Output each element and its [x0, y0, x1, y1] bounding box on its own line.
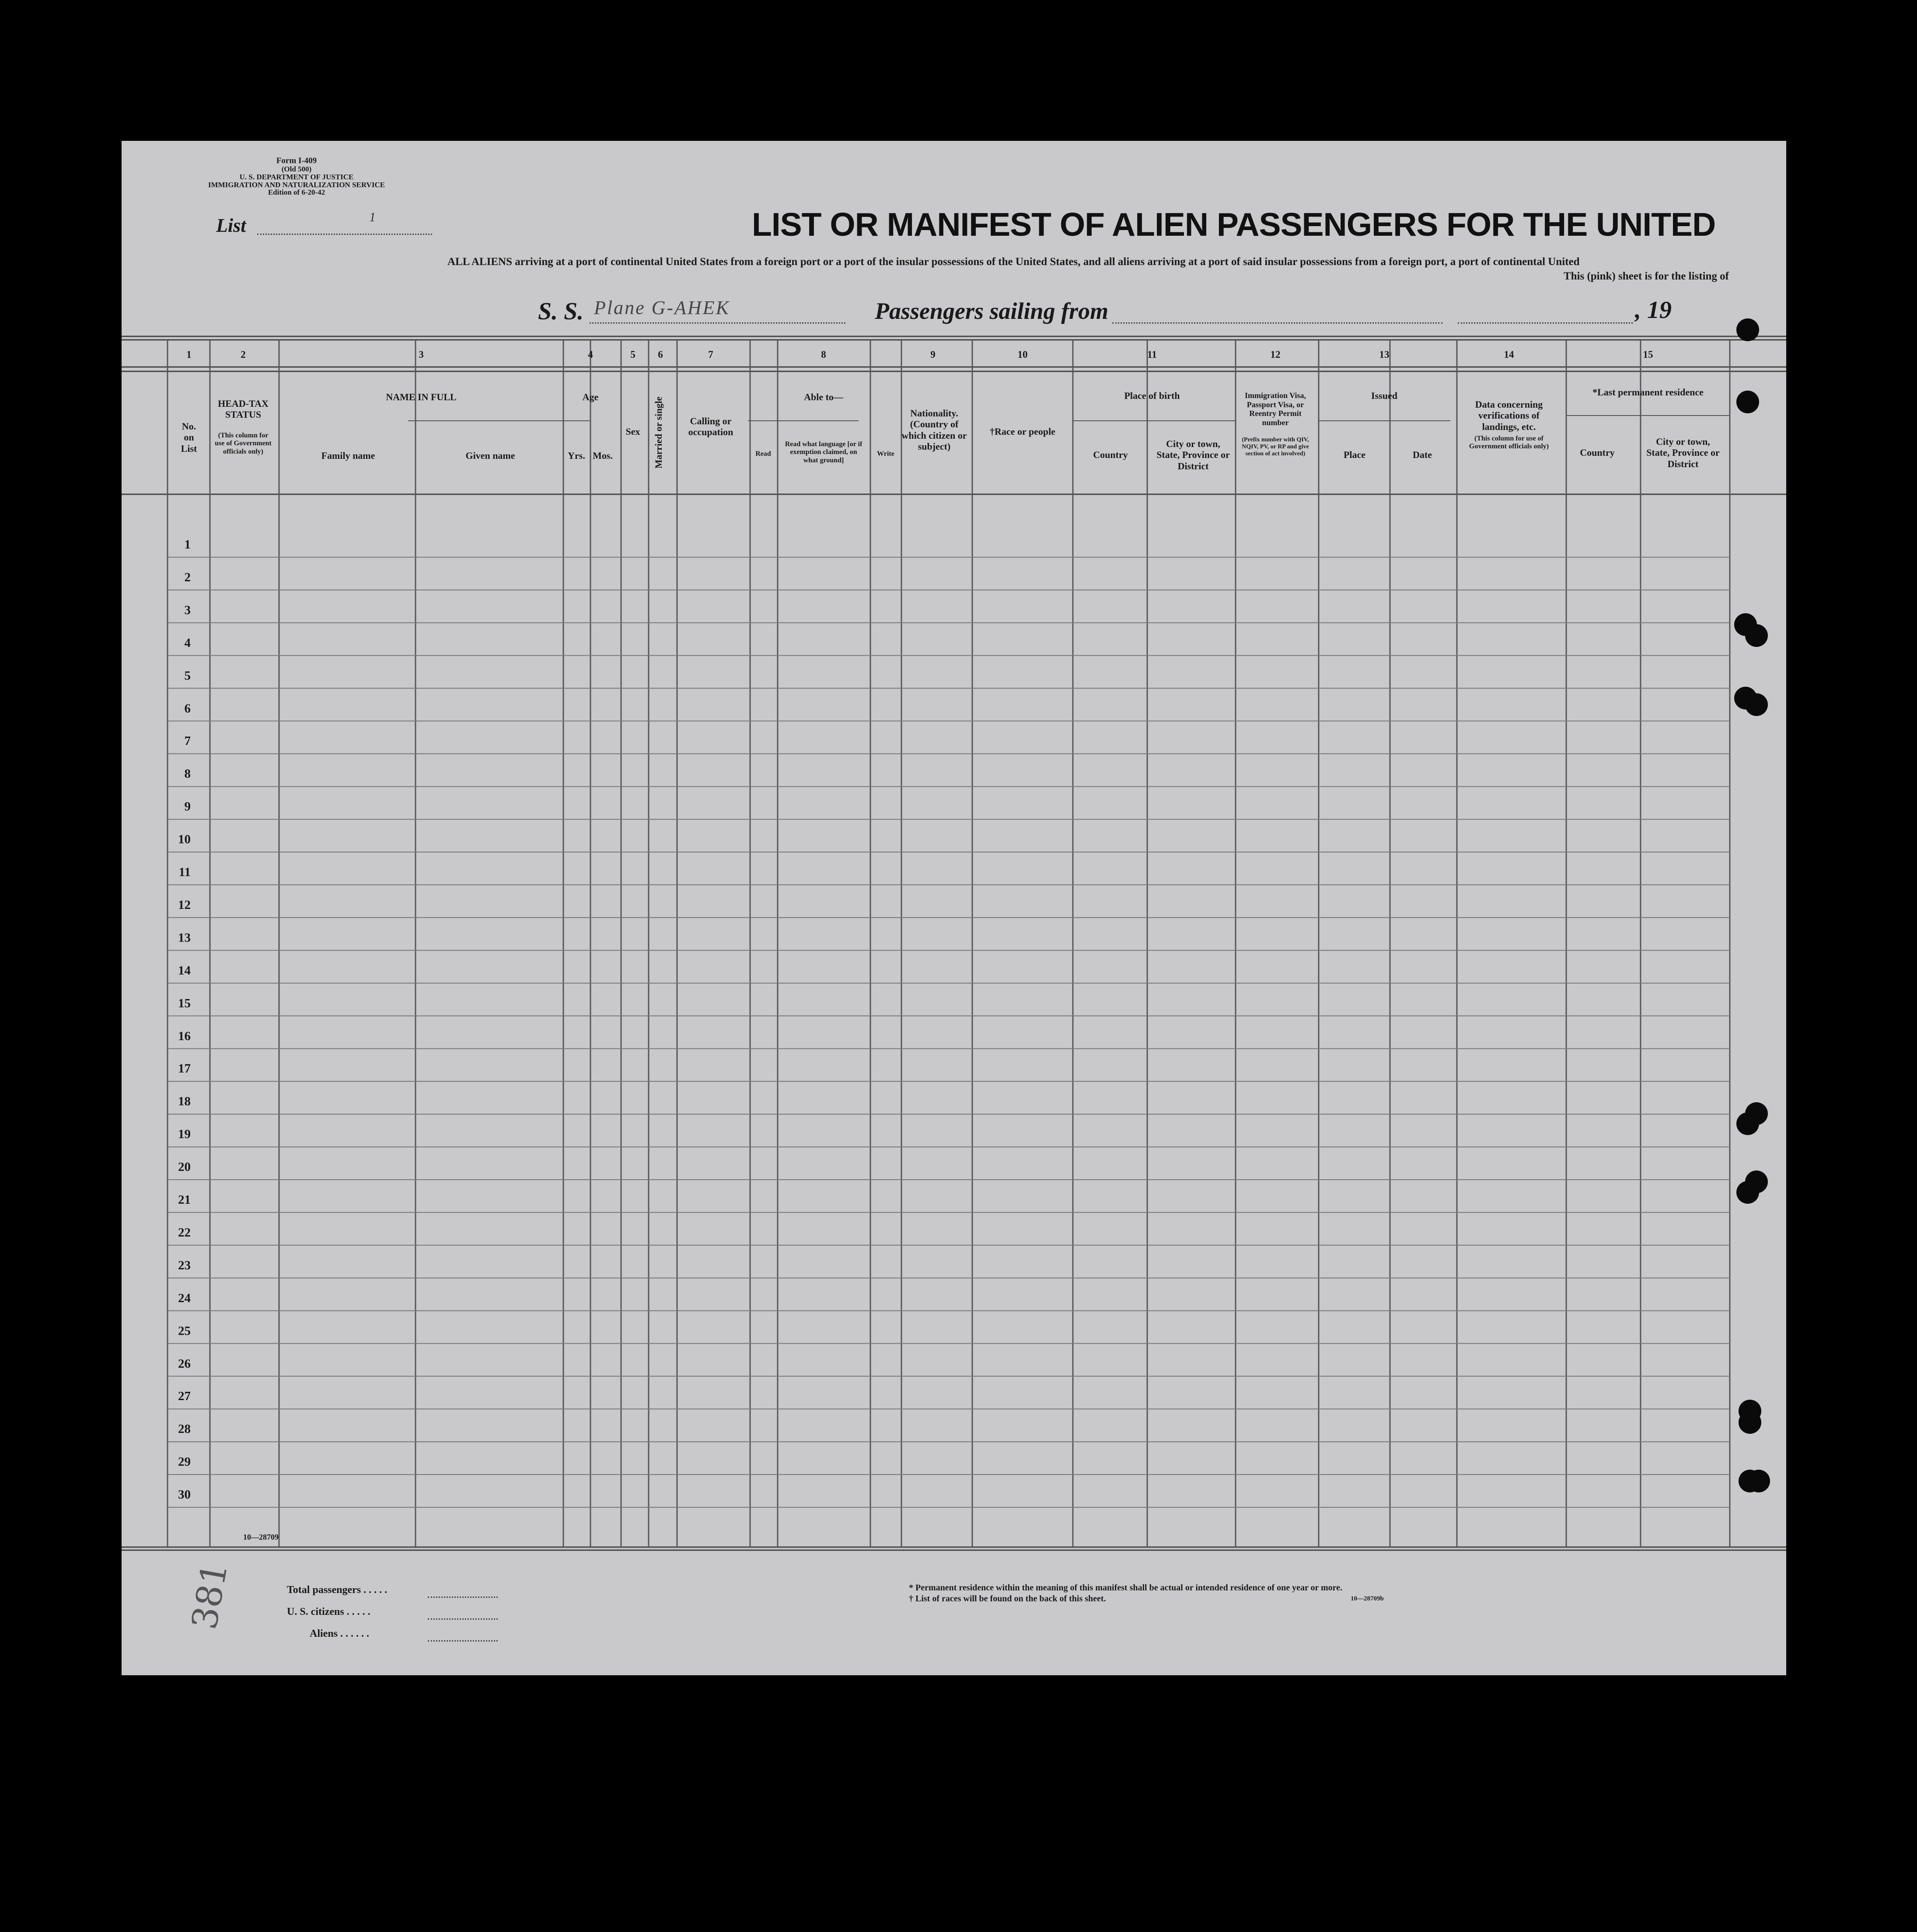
row-number: 3 [184, 603, 191, 617]
header-age-months: Mos. [593, 450, 613, 461]
header-issued-place: Place [1343, 449, 1366, 460]
row-number: 10 [178, 832, 191, 847]
form-number: Form I-409 [276, 156, 317, 165]
punch-hole [1745, 624, 1768, 647]
header-race-or-people: †Race or people [990, 426, 1055, 437]
row-number: 2 [184, 570, 191, 584]
header-residence-country: Country [1580, 447, 1615, 458]
total-passengers-line [428, 1597, 498, 1598]
aliens-line [428, 1640, 498, 1642]
row-number: 13 [178, 930, 191, 945]
column-number: 12 [1270, 349, 1281, 360]
column-number: 6 [658, 349, 663, 360]
row-number: 1 [184, 538, 191, 552]
column-number: 14 [1504, 349, 1514, 360]
header-head-tax: HEAD-TAX STATUS [218, 398, 269, 420]
punch-hole [1739, 1411, 1761, 1434]
punch-hole [1736, 1181, 1759, 1204]
row-number: 20 [178, 1160, 191, 1174]
row-number: 11 [178, 865, 191, 879]
header-calling-occupation: Calling or occupation [688, 416, 733, 438]
column-number: 7 [708, 349, 713, 360]
us-citizens-line [428, 1618, 498, 1620]
header-place-of-birth: Place of birth [1124, 390, 1180, 401]
header-visa: Immigration Visa, Passport Visa, or Reentry Permit number [1244, 391, 1306, 427]
page-title: LIST OR MANIFEST OF ALIEN PASSENGERS FOR THE UNITED [752, 206, 1716, 243]
aliens-label: Aliens . . . . . . [310, 1628, 370, 1639]
column-number: 15 [1643, 349, 1653, 360]
row-number: 22 [178, 1225, 191, 1240]
header-family-name: Family name [321, 450, 375, 461]
header-age-years: Yrs. [568, 450, 585, 461]
row-number: 21 [178, 1193, 191, 1207]
old-form-number: (Old 500) [281, 164, 312, 173]
column-number: 11 [1147, 349, 1157, 360]
header-write: Write [877, 450, 894, 458]
subtitle-line-2: This (pink) sheet is for the listing of [1563, 270, 1729, 282]
row-number: 29 [178, 1455, 191, 1469]
manifest-table-grid [122, 141, 1786, 1675]
punch-hole [1736, 318, 1759, 341]
header-name-in-full: NAME IN FULL [386, 391, 457, 402]
row-number: 27 [178, 1389, 191, 1404]
row-number: 8 [184, 767, 191, 781]
header-issued: Issued [1371, 390, 1397, 401]
header-data-concerning: Data concerning verifications of landings, etc. [1475, 399, 1543, 432]
column-number: 8 [821, 349, 826, 360]
header-visa-note: (Prefix number with QIV, NQIV, PV, or RP and give section of act involved) [1242, 437, 1309, 458]
row-number: 30 [178, 1488, 191, 1502]
punch-hole [1747, 1470, 1770, 1492]
punch-hole [1736, 391, 1759, 413]
header-sex: Sex [625, 426, 640, 437]
row-number: 18 [178, 1094, 191, 1109]
punch-hole [1745, 693, 1768, 716]
row-number: 19 [178, 1127, 191, 1142]
column-number: 5 [630, 349, 636, 360]
punch-hole [1736, 1112, 1759, 1135]
manifest-sheet [122, 141, 1786, 1675]
column-number: 1 [186, 349, 192, 360]
header-last-residence: *Last permanent residence [1592, 387, 1704, 398]
header-read: Read [755, 450, 771, 458]
edition-date: Edition of 6-20-42 [268, 188, 325, 197]
sailing-from-label: Passengers sailing from [875, 298, 1109, 324]
header-given-name: Given name [465, 450, 515, 461]
column-number: 9 [930, 349, 936, 360]
header-read-language: Read what language [or if exemption claimed, on what ground] [785, 440, 862, 464]
list-label: List [216, 215, 246, 236]
list-number: 1 [369, 210, 376, 224]
header-birth-country: Country [1093, 449, 1128, 460]
subtitle-line-1: ALL ALIENS arriving at a port of continental United States from a foreign port or a port of the insular possessions of the United States, and all aliens arriving at a port of said insular possessions from a foreign port, a port of continental United [447, 256, 1580, 268]
header-head-tax-note: (This column for use of Government officials only) [215, 432, 272, 455]
row-number: 23 [178, 1258, 191, 1272]
ss-label: S. S. [538, 298, 584, 325]
header-issued-date: Date [1413, 449, 1432, 460]
department-name: U. S. DEPARTMENT OF JUSTICE [239, 172, 354, 181]
row-number: 17 [178, 1062, 191, 1076]
row-number: 28 [178, 1422, 191, 1436]
column-number: 4 [588, 349, 593, 360]
footnote-races: † List of races will be found on the back of this sheet. [909, 1594, 1106, 1604]
row-number: 12 [178, 898, 191, 912]
header-data-note: (This column for use of Government officials only) [1469, 435, 1549, 451]
row-number: 9 [184, 800, 191, 814]
row-number: 16 [178, 1029, 191, 1043]
print-code-2: 10—28709b [1351, 1595, 1384, 1602]
year-label: , 19 [1635, 297, 1672, 324]
row-number: 25 [178, 1324, 191, 1338]
header-no-on-list: No. on List [181, 421, 197, 454]
header-able-to: Able to— [804, 391, 843, 402]
service-name: IMMIGRATION AND NATURALIZATION SERVICE [208, 180, 385, 189]
header-married-or-single: Married or single [653, 396, 664, 469]
total-passengers-label: Total passengers . . . . . [287, 1584, 388, 1596]
row-number: 4 [184, 636, 191, 650]
row-number: 26 [178, 1356, 191, 1371]
row-number: 24 [178, 1291, 191, 1305]
us-citizens-label: U. S. citizens . . . . . [287, 1606, 370, 1618]
header-birth-city: City or town, State, Province or District [1156, 438, 1230, 472]
header-residence-city: City or town, State, Province or District [1646, 436, 1720, 469]
column-number: 10 [1017, 349, 1028, 360]
header-age: Age [582, 391, 599, 402]
ship-name: Plane G-AHEK [594, 297, 730, 318]
column-number: 2 [241, 349, 246, 360]
column-number: 13 [1379, 349, 1390, 360]
print-code: 10—28709 [243, 1533, 279, 1541]
row-number: 15 [178, 996, 191, 1010]
column-number: 3 [419, 349, 424, 360]
row-number: 6 [184, 701, 191, 716]
row-number: 14 [178, 963, 191, 978]
row-number: 7 [184, 734, 191, 748]
header-nationality: Nationality. (Country of which citizen or subject) [901, 408, 967, 452]
handwritten-number: 381 [184, 1559, 236, 1632]
row-number: 5 [184, 668, 191, 683]
footnote-residence: * Permanent residence within the meaning of this manifest shall be actual or intended residence of one year or more. [909, 1583, 1343, 1593]
